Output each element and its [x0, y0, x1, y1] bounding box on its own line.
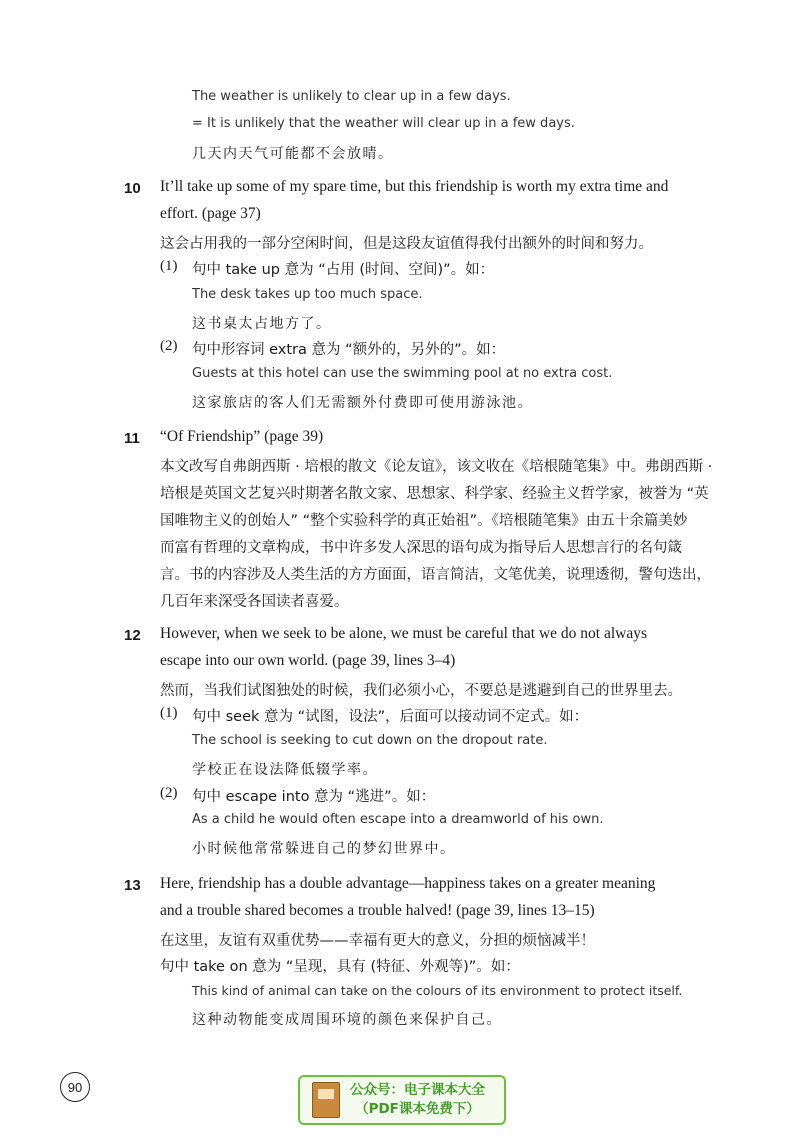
sub-label: (2) — [160, 785, 178, 801]
example-translation: 这种动物能变成周围环境的颜色来保护自己。 — [192, 1012, 502, 1028]
example-translation: 这书桌太占地方了。 — [192, 316, 332, 332]
sub-note: 句中 take up 意为 “占用 (时间、空间)”。如： — [192, 262, 495, 278]
sub-label: (2) — [160, 338, 178, 354]
example-translation: 学校正在设法降低辍学率。 — [192, 762, 378, 778]
sub-note: 句中形容词 extra 意为 “额外的，另外的”。如： — [192, 342, 506, 358]
book-icon — [312, 1082, 340, 1118]
item-sentence: effort. (page 37) — [160, 205, 261, 222]
paragraph-line: 国唯物主义的创始人” “整个实验科学的真正始祖”。《培根随笔集》由五十余篇美妙 — [160, 513, 688, 529]
badge-line: 公众号：电子课本大全 — [350, 1082, 485, 1098]
item-sentence: escape into our own world. (page 39, lines 3–4) — [160, 652, 456, 669]
item-sentence: and a trouble shared becomes a trouble halved! (page 39, lines 13–15) — [160, 902, 595, 919]
example-translation: 几天内天气可能都不会放晴。 — [192, 146, 394, 162]
paragraph-line: 言。书的内容涉及人类生活的方方面面，语言简洁，文笔优美，说理透彻，警句迭出， — [160, 567, 711, 583]
item-sentence: Here, friendship has a double advantage—happiness takes on a greater meaning — [160, 875, 656, 892]
item-number: 13 — [124, 877, 141, 894]
item-translation: 然而，当我们试图独处的时候，我们必须小心，不要总是逃避到自己的世界里去。 — [160, 683, 682, 699]
item-translation: 在这里，友谊有双重优势——幸福有更大的意义，分担的烦恼减半！ — [160, 933, 595, 949]
paragraph-line: 培根是英国文艺复兴时期著名散文家、思想家、科学家、经验主义哲学家，被誉为 “英 — [160, 486, 709, 502]
item-number: 11 — [124, 430, 140, 447]
watermark-badge — [298, 1075, 506, 1125]
page-number: 90 — [60, 1072, 90, 1102]
item-number: 12 — [124, 627, 141, 644]
example-sentence: The weather is unlikely to clear up in a few days. — [192, 89, 511, 104]
sub-note: 句中 take on 意为 “呈现，具有 (特征、外观等)”。如： — [160, 959, 520, 975]
example-translation: 这家旅店的客人们无需额外付费即可使用游泳池。 — [192, 395, 533, 411]
item-sentence: However, when we seek to be alone, we must be careful that we do not always — [160, 625, 648, 642]
item-number: 10 — [124, 180, 141, 197]
sub-label: (1) — [160, 705, 178, 721]
example-sentence: The school is seeking to cut down on the dropout rate. — [192, 733, 548, 748]
item-translation: 这会占用我的一部分空闲时间，但是这段友谊值得我付出额外的时间和努力。 — [160, 236, 653, 252]
sub-label: (1) — [160, 258, 178, 274]
paragraph-line: 本文改写自弗朗西斯 · 培根的散文《论友谊》，该文收在《培根随笔集》中。弗朗西斯 · — [160, 459, 713, 475]
badge-line: （PDF课本免费下） — [355, 1101, 480, 1117]
badge-text — [350, 1081, 485, 1119]
example-sentence: This kind of animal can take on the colours of its environment to protect itself. — [192, 983, 683, 998]
example-translation: 小时候他常常躲进自己的梦幻世界中。 — [192, 841, 456, 857]
paragraph-line: 而富有哲理的文章构成，书中许多发人深思的语句成为指导后人思想言行的名句箴 — [160, 540, 682, 556]
example-sentence: The desk takes up too much space. — [192, 287, 423, 302]
item-sentence: It’ll take up some of my spare time, but this friendship is worth my extra time and — [160, 178, 669, 195]
sub-note: 句中 escape into 意为 “逃进”。如： — [192, 789, 436, 805]
example-sentence: Guests at this hotel can use the swimming pool at no extra cost. — [192, 366, 613, 381]
example-sentence: = It is unlikely that the weather will clear up in a few days. — [192, 116, 575, 131]
paragraph-line: 几百年来深受各国读者喜爱。 — [160, 594, 349, 610]
sub-note: 句中 seek 意为 “试图，设法”，后面可以接动词不定式。如： — [192, 709, 589, 725]
example-sentence: As a child he would often escape into a dreamworld of his own. — [192, 812, 604, 827]
item-title: “Of Friendship” (page 39) — [160, 428, 324, 445]
